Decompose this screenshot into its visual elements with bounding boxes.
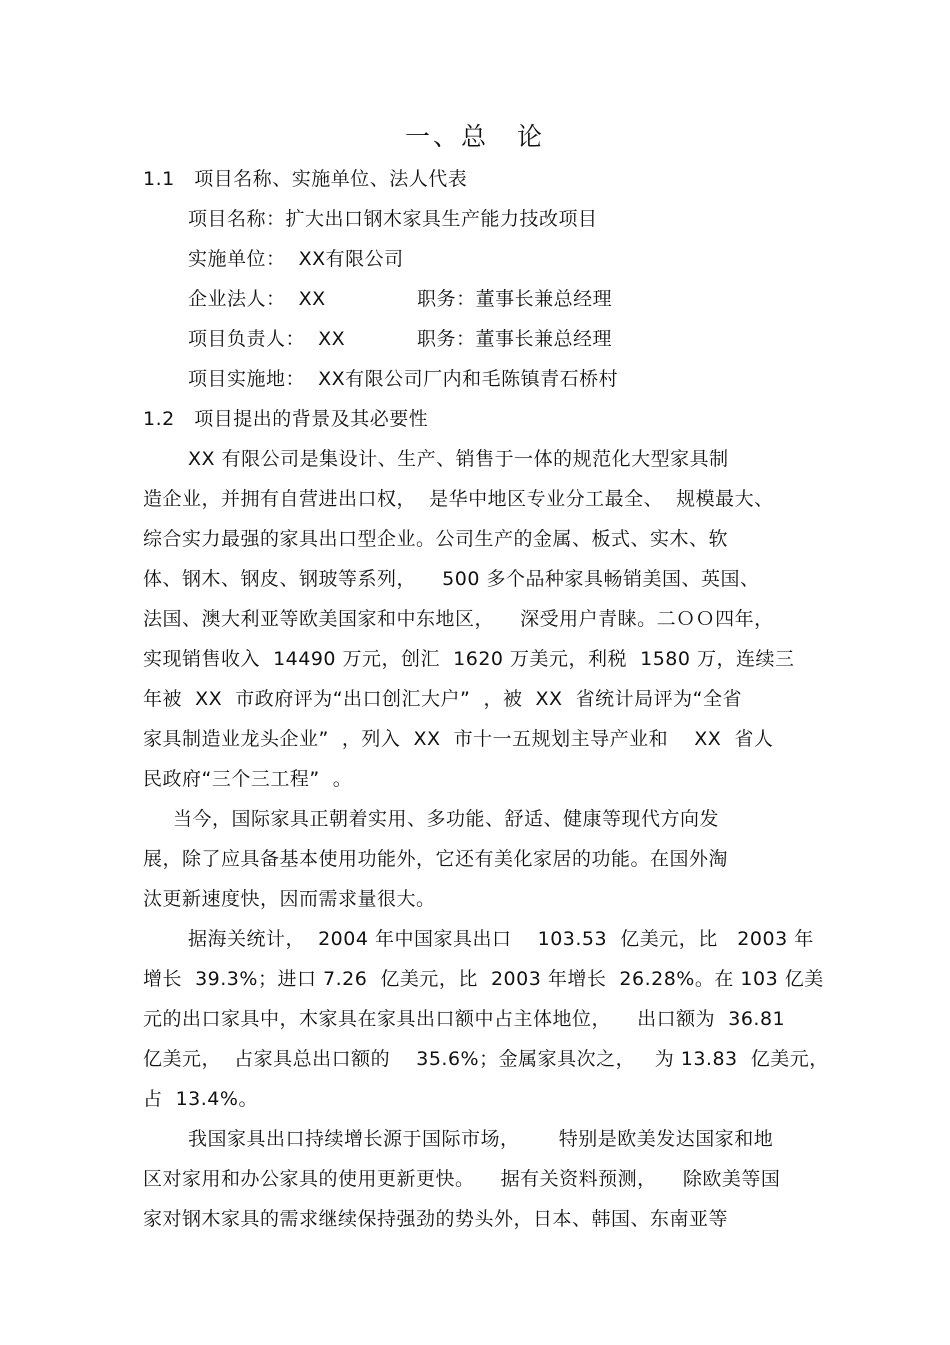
paragraph-line: 元的出口家具中，木家具在家具出口额中占主体地位， 出口额为 36.81: [143, 1008, 786, 1030]
paragraph-line: 增长 39.3%；进口 7.26 亿美元，比 2003 年增长 26.28%。在 103 亿美: [143, 968, 824, 990]
paragraph-line: 展，除了应具备基本使用功能外，它还有美化家居的功能。在国外淘: [143, 848, 729, 870]
paragraph-line: 家具制造业龙头企业” ，列入 XX 市十一五规划主导产业和 XX 省人: [143, 728, 774, 750]
paragraph-line: XX 有限公司是集设计、生产、销售于一体的规范化大型家具制: [188, 448, 729, 470]
paragraph-line: 造企业，并拥有自营进出口权， 是华中地区专业分工最全、 规模最大、: [143, 488, 774, 510]
paragraph-line: 民政府“三个三工程” 。: [143, 768, 353, 790]
project-site-line: 项目实施地： XX有限公司厂内和毛陈镇青石桥村: [188, 368, 619, 390]
paragraph-line: 汰更新速度快，因而需求量很大。: [143, 888, 436, 910]
paragraph-line: 年被 XX 市政府评为“出口创汇大户” ，被 XX 省统计局评为“全省: [143, 688, 742, 710]
paragraph-line: 家对钢木家具的需求继续保持强劲的势头外，日本、韩国、东南亚等: [143, 1208, 729, 1230]
paragraph-line: 体、钢木、钢皮、钢玻等系列， 500 多个品种家具畅销美国、英国、: [143, 568, 760, 590]
project-lead-line: 项目负责人： XX 职务：董事长兼总经理: [188, 328, 613, 350]
page-title: 一、总 论: [404, 122, 545, 151]
paragraph-line: 当今，国际家具正朝着实用、多功能、舒适、健康等现代方向发: [173, 808, 720, 830]
legal-representative-line: 企业法人： XX 职务：董事长兼总经理: [188, 288, 613, 310]
paragraph-line: 亿美元， 占家具总出口额的 35.6%；金属家具次之， 为 13.83 亿美元，: [143, 1048, 829, 1070]
implementing-unit-line: 实施单位： XX有限公司: [188, 248, 404, 270]
paragraph-line: 综合实力最强的家具出口型企业。公司生产的金属、板式、实木、软: [143, 528, 729, 550]
paragraph-line: 我国家具出口持续增长源于国际市场， 特别是欧美发达国家和地: [188, 1128, 774, 1150]
paragraph-line: 占 13.4%。: [143, 1088, 258, 1110]
section-heading-1-2: 1.2 项目提出的背景及其必要性: [143, 408, 429, 430]
paragraph-line: 实现销售收入 14490 万元，创汇 1620 万美元，利税 1580 万，连续三: [143, 648, 795, 670]
paragraph-line: 据海关统计， 2004 年中国家具出口 103.53 亿美元，比 2003 年: [188, 928, 814, 950]
paragraph-line: 法国、澳大利亚等欧美国家和中东地区， 深受用户青睐。二ＯＯ四年，: [143, 608, 774, 630]
paragraph-line: 区对家用和办公家具的使用更新更快。 据有关资料预测， 除欧美等国: [143, 1168, 781, 1190]
project-name-line: 项目名称：扩大出口钢木家具生产能力技改项目: [188, 208, 598, 230]
section-heading-1-1: 1.1 项目名称、实施单位、法人代表: [143, 168, 468, 190]
